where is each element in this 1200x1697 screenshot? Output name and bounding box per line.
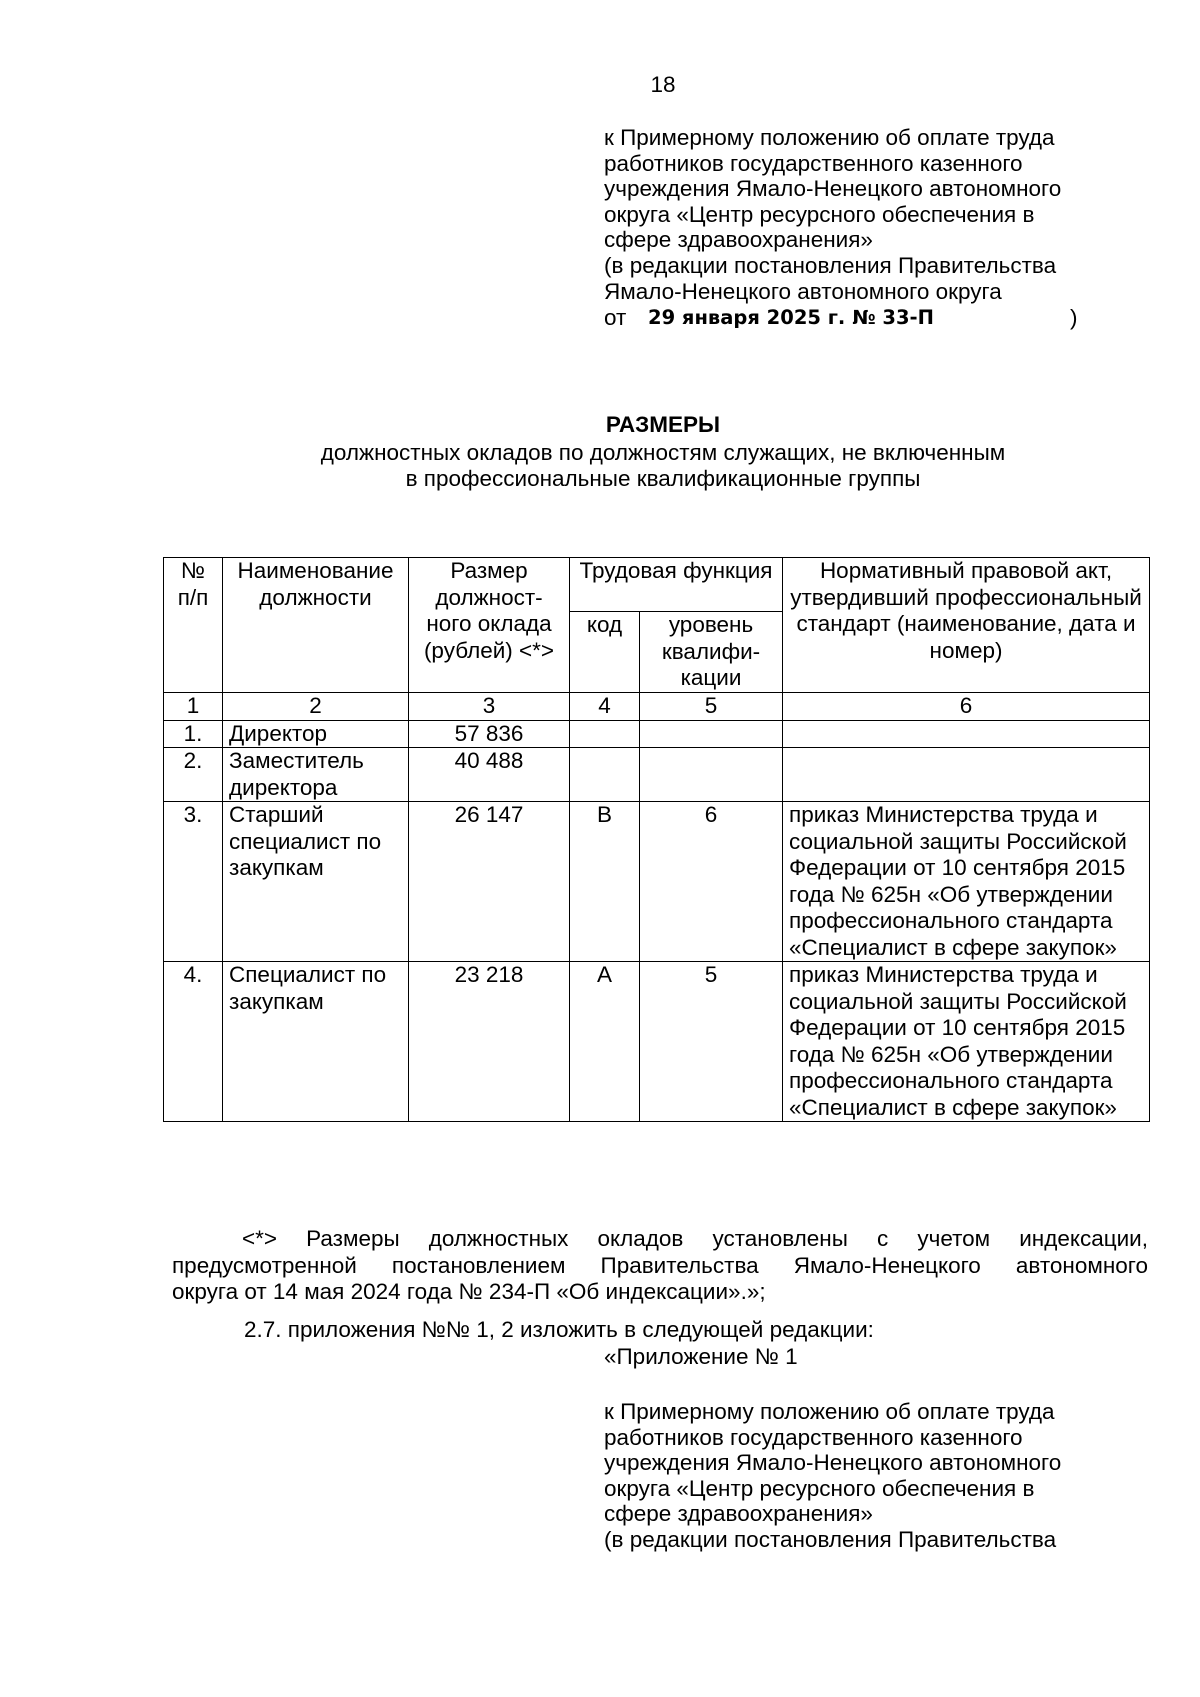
column-number-row xyxy=(164,693,1150,721)
column-number: 5 xyxy=(640,693,783,721)
row-position: Старший специалист по закупкам xyxy=(223,802,409,962)
page-number: 18 xyxy=(650,72,676,97)
approval-date: 29 января 2025 г. № 33-П xyxy=(648,306,934,330)
row-code: В xyxy=(570,802,640,962)
approval-line: округа «Центр ресурсного обеспечения в xyxy=(604,201,1035,227)
table-header-row xyxy=(164,558,1150,612)
header-position: Наименование должности xyxy=(223,558,409,693)
item-2-7: 2.7. приложения №№ 1, 2 изложить в следующей редакции: xyxy=(244,1317,874,1342)
approval-line: сфере здравоохранения» xyxy=(604,1501,873,1527)
approval-block xyxy=(604,125,1200,332)
salary-table xyxy=(163,557,1150,1122)
appendix-label: «Приложение № 1 xyxy=(604,1344,798,1369)
column-number: 3 xyxy=(409,693,570,721)
approval-line: сфере здравоохранения» xyxy=(604,227,873,253)
row-position: Директор xyxy=(223,720,409,748)
column-number: 6 xyxy=(783,693,1150,721)
row-act xyxy=(783,720,1150,748)
approval-line: (в редакции постановления Правительства xyxy=(604,252,1057,278)
column-number: 2 xyxy=(223,693,409,721)
header-code: код xyxy=(570,612,640,693)
approval-line: (в редакции постановления Правительства xyxy=(604,1526,1057,1552)
row-position: Заместитель директора xyxy=(223,748,409,802)
approval-block xyxy=(604,1399,1200,1553)
table-row xyxy=(164,802,1150,962)
footnote-line: предусмотренной постановлением Правительства Ямало-Ненецкого автономного xyxy=(172,1252,1148,1278)
row-salary: 57 836 xyxy=(409,720,570,748)
approval-line: к Примерному положению об оплате труда xyxy=(604,1399,1055,1424)
table-footnote xyxy=(172,1226,1148,1306)
row-salary: 40 488 xyxy=(409,748,570,802)
row-code xyxy=(570,720,640,748)
approval-date-line xyxy=(604,304,1200,332)
column-number: 4 xyxy=(570,693,640,721)
approval-line: Ямало-Ненецкого автономного округа xyxy=(604,278,1002,304)
row-position: Специалист по закупкам xyxy=(223,962,409,1122)
table-row xyxy=(164,962,1150,1122)
table-row xyxy=(164,748,1150,802)
row-level xyxy=(640,720,783,748)
row-code: А xyxy=(570,962,640,1122)
row-code xyxy=(570,748,640,802)
row-num: 4. xyxy=(164,962,223,1122)
subtitle-line: в профессиональные квалификационные группы xyxy=(405,465,921,491)
row-act: приказ Министерства труда и социальной защиты Российской Федерации от 10 сентября 2015 года № 625н «Об утверждении профессионального стандарта «Специалист в сфере закупок» xyxy=(783,802,1150,962)
approval-line: учреждения Ямало-Ненецкого автономного xyxy=(604,1450,1062,1476)
row-level: 5 xyxy=(640,962,783,1122)
document-title: РАЗМЕРЫ xyxy=(605,412,721,437)
header-num: № п/п xyxy=(164,558,223,693)
approval-line: к Примерному положению об оплате труда xyxy=(604,125,1055,150)
approval-line: работников государственного казенного xyxy=(604,150,1023,176)
row-level: 6 xyxy=(640,802,783,962)
subtitle-line: должностных окладов по должностям служащих, не включенным xyxy=(320,440,1006,465)
header-level: уровень квалифи- кации xyxy=(640,612,783,693)
row-salary: 23 218 xyxy=(409,962,570,1122)
header-labor-function: Трудовая функция xyxy=(570,558,783,612)
column-number: 1 xyxy=(164,693,223,721)
table-row xyxy=(164,720,1150,748)
date-suffix: ) xyxy=(1070,305,1078,331)
approval-line: работников государственного казенного xyxy=(604,1424,1023,1450)
approval-line: учреждения Ямало-Ненецкого автономного xyxy=(604,176,1062,202)
header-salary: Размер должност- ного оклада (рублей) <*> xyxy=(409,558,570,693)
document-subtitle xyxy=(0,440,1200,491)
footnote-line: округа от 14 мая 2024 года № 234-П «Об индексации».»; xyxy=(172,1279,766,1304)
header-act: Нормативный правовой акт, утвердивший профессиональный стандарт (наименование, дата и номер) xyxy=(783,558,1150,693)
approval-line: округа «Центр ресурсного обеспечения в xyxy=(604,1475,1035,1501)
row-salary: 26 147 xyxy=(409,802,570,962)
row-level xyxy=(640,748,783,802)
row-act xyxy=(783,748,1150,802)
row-num: 1. xyxy=(164,720,223,748)
date-prefix: от xyxy=(604,305,627,331)
row-act: приказ Министерства труда и социальной защиты Российской Федерации от 10 сентября 2015 года № 625н «Об утверждении профессионального стандарта «Специалист в сфере закупок» xyxy=(783,962,1150,1122)
row-num: 2. xyxy=(164,748,223,802)
footnote-line: <*> Размеры должностных окладов установлены с учетом индексации, xyxy=(242,1226,1148,1251)
row-num: 3. xyxy=(164,802,223,962)
